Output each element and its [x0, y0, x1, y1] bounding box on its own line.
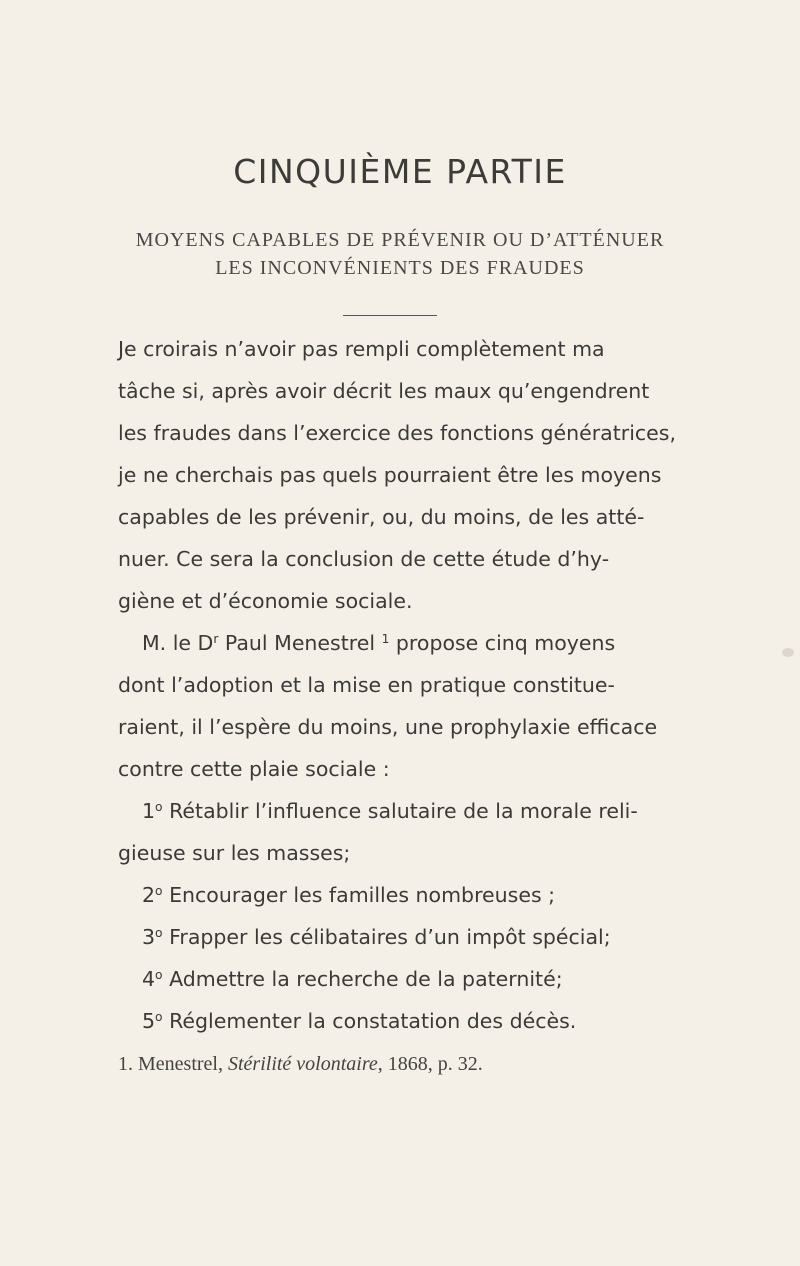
item-number: 3	[142, 925, 156, 949]
superscript: r	[213, 632, 219, 646]
footnote	[118, 1053, 483, 1076]
part-title: CINQUIÈME PARTIE	[233, 152, 567, 191]
footnote-title: Stérilité volontaire	[227, 1053, 378, 1075]
item-number: 5	[142, 1009, 156, 1033]
list-item	[142, 1009, 576, 1033]
paragraph-line: les fraudes dans l’exercice des fonctions génératrices,	[118, 421, 676, 445]
divider-rule	[343, 315, 437, 316]
list-item	[142, 967, 563, 991]
item-number: 1	[142, 799, 156, 823]
list-item	[142, 883, 555, 907]
text-span: Paul Menestrel	[218, 631, 382, 655]
degree-mark: o	[155, 968, 163, 982]
item-text: Encourager les familles nombreuses ;	[162, 883, 556, 907]
paragraph-line: nuer. Ce sera la conclusion de cette étude d’hy-	[118, 547, 610, 571]
list-item	[142, 799, 638, 823]
paragraph-line: dont l’adoption et la mise en pratique constitue-	[118, 673, 615, 697]
footnote-reference: 1	[381, 632, 390, 646]
paper-stain	[782, 648, 794, 657]
paragraph-line: tâche si, après avoir décrit les maux qu’engendrent	[118, 379, 650, 403]
footnote-rest: , 1868, p. 32.	[377, 1053, 483, 1075]
section-subtitle-line-1: MOYENS CAPABLES DE PRÉVENIR OU D’ATTÉNUER	[135, 229, 665, 251]
degree-mark: o	[155, 926, 163, 940]
item-text: Frapper les célibataires d’un impôt spécial;	[162, 925, 611, 949]
item-number: 2	[142, 883, 156, 907]
paragraph-line: capables de les prévenir, ou, du moins, de les atté-	[118, 505, 645, 529]
item-text: Admettre la recherche de la paternité;	[162, 967, 563, 991]
paragraph-line: Je croirais n’avoir pas rempli complètement ma	[118, 337, 605, 361]
text-span: propose cinq moyens	[389, 631, 616, 655]
text-span: M. le D	[142, 631, 214, 655]
item-number: 4	[142, 967, 156, 991]
paragraph-line	[142, 631, 615, 655]
item-text: Réglementer la constatation des décès.	[162, 1009, 577, 1033]
footnote-number: 1.	[118, 1053, 133, 1075]
footnote-author: Menestrel,	[133, 1053, 228, 1075]
paragraph-line: raient, il l’espère du moins, une prophylaxie efficace	[118, 715, 658, 739]
degree-mark: o	[155, 800, 163, 814]
list-item	[142, 925, 611, 949]
section-subtitle-line-2: LES INCONVÉNIENTS DES FRAUDES	[215, 257, 585, 279]
paragraph-line: contre cette plaie sociale :	[118, 757, 390, 781]
list-item-continuation: gieuse sur les masses;	[118, 841, 351, 865]
degree-mark: o	[155, 1010, 163, 1024]
paragraph-line: je ne cherchais pas quels pourraient être les moyens	[118, 463, 662, 487]
item-text: Rétablir l’influence salutaire de la morale reli-	[162, 799, 638, 823]
paragraph-line: giène et d’économie sociale.	[118, 589, 413, 613]
degree-mark: o	[155, 884, 163, 898]
